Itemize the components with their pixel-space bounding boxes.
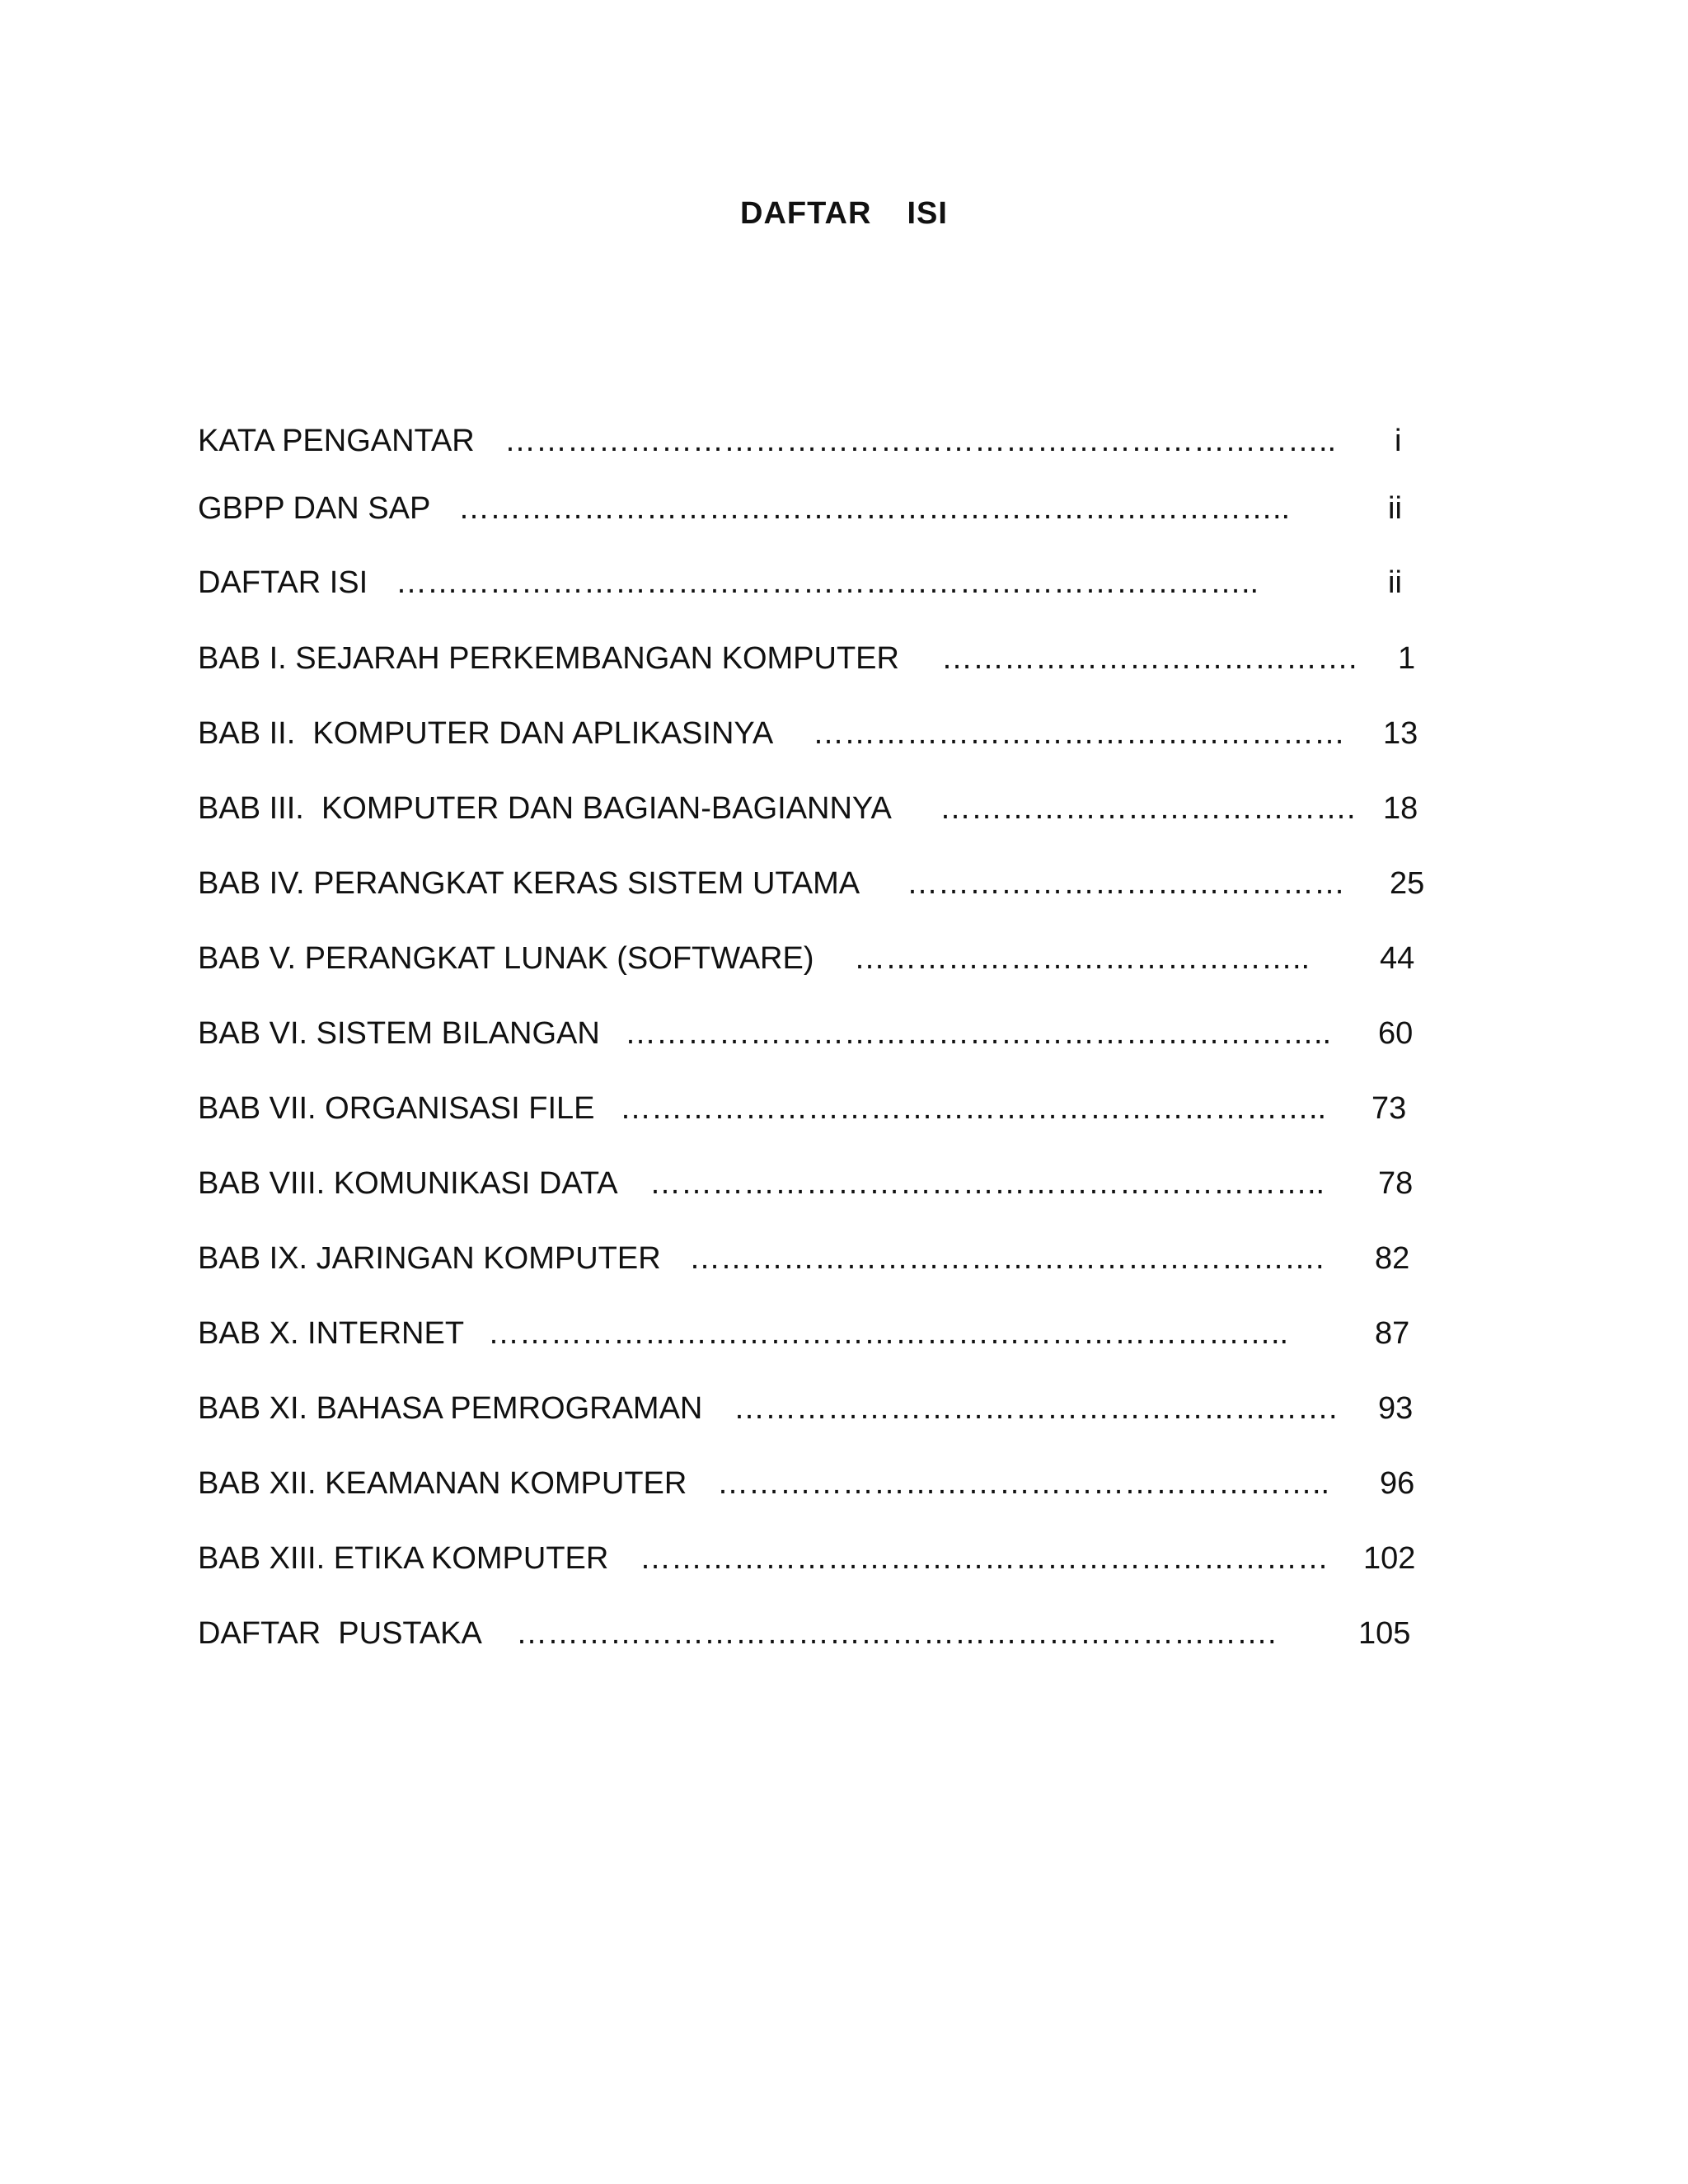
toc-entry	[198, 788, 1467, 829]
toc-entry-label: DAFTAR PUSTAKA	[198, 1616, 482, 1651]
toc-entry-leader: ……………………………………………	[813, 716, 1345, 751]
toc-entry-page: ii	[1388, 491, 1402, 526]
toc-entry-label: BAB VII. ORGANISASI FILE	[198, 1091, 595, 1126]
toc-entry-leader: …………………………………………………..	[717, 1466, 1330, 1501]
toc-entry-leader: ……………………………………………………………………..	[458, 491, 1291, 526]
toc-entry-label: BAB X. INTERNET	[198, 1316, 465, 1351]
toc-entry-leader: …………………………………………………………..	[620, 1091, 1327, 1126]
toc-entry	[198, 1163, 1467, 1204]
toc-entry-label: BAB VI. SISTEM BILANGAN	[198, 1016, 600, 1051]
toc-entry-leader: ……………………………………	[907, 866, 1345, 901]
toc-entry-page: 82	[1375, 1241, 1410, 1276]
toc-entry-leader: ………………………………….	[940, 791, 1356, 826]
toc-entry	[198, 420, 1467, 462]
toc-entry-page: 78	[1378, 1166, 1414, 1201]
toc-entry-page: i	[1395, 424, 1402, 458]
toc-entry-page: 25	[1390, 866, 1425, 901]
toc-entry-leader: ………………………………………………………..	[649, 1166, 1325, 1201]
toc-entry-page: 44	[1380, 941, 1415, 976]
toc-entry	[198, 1388, 1467, 1429]
toc-entry-label: BAB XIII. ETIKA KOMPUTER	[198, 1541, 609, 1576]
toc-entry-leader: ………………………………………………………………………..	[396, 565, 1259, 600]
toc-entry-label: BAB III. KOMPUTER DAN BAGIAN-BAGIANNYA	[198, 791, 892, 826]
toc-entry	[198, 638, 1467, 679]
toc-entry	[198, 562, 1467, 603]
toc-entry	[198, 1088, 1467, 1129]
toc-entry-leader: …………………………………………………………………..	[488, 1316, 1289, 1351]
toc-entry-leader: …………………………………………………………	[640, 1541, 1329, 1576]
toc-entry	[198, 1013, 1467, 1054]
toc-entry-leader: ………………………………….	[941, 641, 1357, 676]
toc-entry	[198, 938, 1467, 979]
toc-entry-label: BAB XI. BAHASA PEMROGRAMAN	[198, 1391, 703, 1426]
toc-entry-label: BAB XII. KEAMANAN KOMPUTER	[198, 1466, 687, 1501]
toc-entry-page: 96	[1380, 1466, 1415, 1501]
toc-entry-leader: ………………………………………………….	[734, 1391, 1338, 1426]
toc-entry-leader: …………………………………………………….	[689, 1241, 1325, 1276]
toc-entry-page: 87	[1375, 1316, 1410, 1351]
toc-entry-page: 102	[1363, 1541, 1416, 1576]
toc-entry-page: 13	[1383, 716, 1418, 751]
toc-entry-label: KATA PENGANTAR	[198, 424, 475, 458]
toc-entry-label: BAB I. SEJARAH PERKEMBANGAN KOMPUTER	[198, 641, 899, 676]
toc-entry-label: BAB IX. JARINGAN KOMPUTER	[198, 1241, 661, 1276]
toc-entry-page: 60	[1378, 1016, 1414, 1051]
toc-entry-leader: ……………………………………………………………………..	[504, 424, 1337, 458]
toc-entry-page: 93	[1378, 1391, 1414, 1426]
toc-entry-leader: …………………………………………………………..	[625, 1016, 1332, 1051]
toc-entry-label: BAB VIII. KOMUNIKASI DATA	[198, 1166, 618, 1201]
toc-entry	[198, 1538, 1467, 1579]
toc-entry	[198, 488, 1467, 529]
toc-entry	[198, 1613, 1467, 1654]
toc-entry-label: BAB V. PERANGKAT LUNAK (SOFTWARE)	[198, 941, 814, 976]
toc-entry-label: DAFTAR ISI	[198, 565, 368, 600]
toc-entry	[198, 1463, 1467, 1504]
toc-entry-label: BAB IV. PERANGKAT KERAS SISTEM UTAMA	[198, 866, 860, 901]
toc-entry-page: 105	[1358, 1616, 1411, 1651]
toc-entry-label: GBPP DAN SAP	[198, 491, 431, 526]
toc-entry	[198, 1313, 1467, 1354]
toc-entry-page: ii	[1388, 565, 1402, 600]
toc-entry-leader: ……………………………………………………………….	[516, 1616, 1277, 1651]
toc-entry-page: 73	[1372, 1091, 1407, 1126]
toc-entry	[198, 1238, 1467, 1279]
toc-entry-page: 18	[1383, 791, 1418, 826]
toc-entry	[198, 863, 1467, 904]
toc-entry-leader: ……………………………………..	[854, 941, 1311, 976]
toc-entry-label: BAB II. KOMPUTER DAN APLIKASINYA	[198, 716, 774, 751]
toc-entry	[198, 713, 1467, 754]
toc-entry-page: 1	[1398, 641, 1416, 676]
page-title: DAFTAR ISI	[740, 196, 948, 231]
